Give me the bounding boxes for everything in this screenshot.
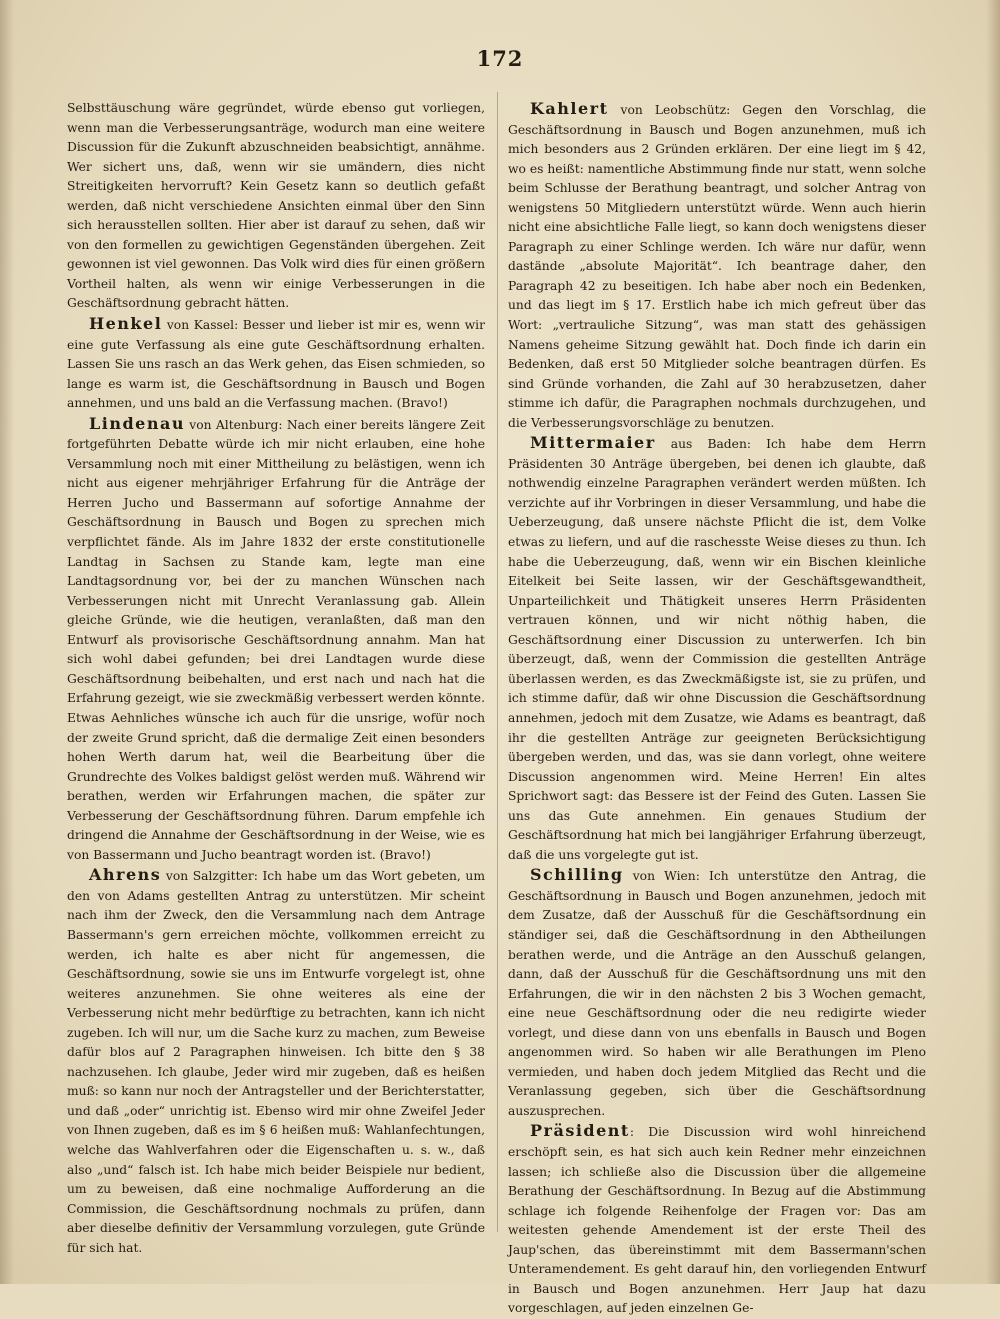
speech-text: von Wien: Ich unterstütze den Antrag, die Geschäftsordnung in Bausch und Bogen anzunehmen, jedoch mit dem Zusatze, daß der Ausschuß für die Geschäftsordnung ein ständiger sei, daß die Geschäftsordnung in den Abtheilungen berathen werde, und die Anträge an den Ausschuß gelangen, dann, daß der Ausschuß für die Geschäftsordnung uns mit den Erfahrungen, die wir in den nächsten 2 bis 3 Wochen gemacht, eine neue Geschäftsordnung oder die neu redigirte wieder vorlegt, und diese dann von uns ebenfalls in Bausch und Bogen angenommen wird. So haben wir alle Berathungen im Pleno vermieden, und haben doch jedem Mitglied das Recht und die Veranlassung gegeben, sich über die Geschäftsordnung auszusprechen. bbox=[508, 869, 926, 1118]
page-edge-shadow-right bbox=[986, 0, 1000, 1284]
page-number: 172 bbox=[476, 46, 524, 71]
speaker-name: Lindenau bbox=[89, 413, 185, 433]
paragraph-text: Selbsttäuschung wäre gegründet, würde ebenso gut vorliegen, wenn man die Verbesserungsanträge, wodurch man eine weitere Discussion für die Zukunft abzuschneiden beabsichtigt, annähme. Wer sichert uns, daß, wenn wir sie umändern, dies nicht Streitigkeiten hervorruft? Kein Gesetz kann so deutlich gefaßt werden, daß nicht verschiedene Ansichten einmal über den Sinn sich herausstellen sollten. Hier aber ist darauf zu sehen, daß wir von den formellen zu gewichtigen Gegenständen übergehen. Zeit gewonnen ist viel gewonnen. Das Volk wird dies für einen größern Vortheil halten, als wenn wir einige Verbesserungen in die Geschäftsordnung gebracht hätten. bbox=[67, 101, 485, 311]
speech-text: aus Baden: Ich habe dem Herrn Präsidenten 30 Anträge übergeben, bei denen ich glaubte, daß nothwendig einzelne Paragraphen verändert werden müßten. Ich verzichte auf ihr Vorbringen in dieser Versammlung, und habe die Ueberzeugung, daß unsere nächste Pflicht die ist, dem Volke etwas zu liefern, und auf die raschesste Weise dieses zu thun. Ich habe die Ueberzeugung, daß, wenn wir ein Bischen kleinliche Eitelkeit bei Seite lassen, wir der Geschäftsgewandtheit, Unparteilichkeit und Thätigkeit unseres Herrn Präsidenten vertrauen können, und wir nicht nöthig haben, die Geschäftsordnung einer Discussion zu unterwerfen. Ich bin überzeugt, daß, wenn der Commission die gestellten Anträge überlassen werden, es das Zweckmäßigste ist, sie zu prüfen, und ich stimme dafür, daß wir ohne Discussion die Geschäftsordnung annehmen, jedoch mit dem Zusatze, wie Adams es beantragt, daß ihr die gestellten Anträge zur geeigneten Berücksichtigung übergeben werden, und das, was sie dann vorlegt, ohne weitere Discussion angenommen wird. Meine Herren! Ein altes Sprichwort sagt: das Bessere ist der Feind des Guten. Lassen Sie uns das Gute annehmen. Ein genaues Studium der Geschäftsordnung hat mich bei langjähriger Erfahrung überzeugt, daß die uns vorgelegte gut ist. bbox=[508, 437, 926, 862]
speech-text: von Salzgitter: Ich habe um das Wort gebeten, um den von Adams gestellten Antrag zu unterstützen. Mir scheint nach ihm der Zweck, den die Versammlung nach dem Antrage Bassermann's gern erreichen möchte, vollkommen erreicht zu werden, ich halte es aber nicht für angemessen, die Geschäftsordnung, sowie sie uns im Entwurfe vorgelegt ist, ohne weiteres anzunehmen. Sie ohne weiteres als eine der Verbesserung nicht mehr bedürftige zu betrachten, kann ich nicht zugeben. Ich will nur, um die Sache kurz zu machen, zum Beweise dafür blos auf 2 Paragraphen hinweisen. Ich bitte den § 38 nachzusehen. Ich glaube, Jeder wird mir zugeben, daß es heißen muß: so kann nur noch der Antragsteller und der Berichterstatter, und daß „oder“ unrichtig ist. Ebenso wird mir ohne Zweifel Jeder von Ihnen zugeben, daß es im § 6 heißen muß: Wahlanfechtungen, welche das Wahlverfahren oder die Eigenschaften u. s. w., daß also „und“ falsch ist. Ich habe mich beider Beispiele nur bedient, um zu beweisen, daß eine nochmalige Aufforderung an die Commission, die Geschäftsordnung nochmals zu prüfen, dann aber dieselbe definitiv der Versammlung vorzulegen, gute Gründe für sich hat. bbox=[67, 869, 485, 1255]
speech-paragraph bbox=[508, 865, 926, 1121]
speech-paragraph bbox=[508, 1121, 926, 1318]
speaker-name: Kahlert bbox=[530, 99, 609, 118]
speech-paragraph bbox=[508, 99, 926, 433]
paragraph bbox=[67, 99, 485, 314]
speaker-name: Henkel bbox=[89, 314, 163, 334]
speaker-name: Mittermaier bbox=[530, 433, 656, 453]
speech-text: : Die Discussion wird wohl hinreichend erschöpft sein, es hat sich auch kein Redner mehr einzeichnen lassen; ich schließe also die Discussion über die allgemeine Berathung der Geschäftsordnung. In Bezug auf die Abstimmung schlage ich folgende Reihenfolge der Fragen vor: Das am weitesten gehende Amendement ist der erste Theil des Jaup'schen, das übereinstimmt mit dem Bassermann'schen Unteramendement. Es geht darauf hin, den vorliegenden Entwurf in Bausch und Bogen anzunehmen. Herr Jaup hat dazu vorgeschlagen, auf jeden einzelnen Ge- bbox=[508, 1125, 926, 1316]
column-divider bbox=[497, 92, 498, 1232]
speech-paragraph bbox=[67, 865, 485, 1258]
right-column bbox=[508, 99, 926, 1319]
speaker-name: Präsident bbox=[530, 1121, 630, 1141]
speech-paragraph bbox=[67, 414, 485, 866]
speech-text: von Leobschütz: Gegen den Vorschlag, die Geschäftsordnung in Bausch und Bogen anzunehmen, muß ich mich besonders aus 2 Gründen erklären. Der eine liegt im § 42, wo es heißt: namentliche Abstimmung finde nur statt, wenn solche beim Schlusse der Berathung beantragt, und solcher Antrag von wenigstens 50 Mitgliedern unterstützt würde. Wenn auch hierin nicht eine absichtliche Falle liegt, so kann doch wenigstens dieser Paragraph zu einer Schlinge werden. Ich wäre nur dafür, wenn dastände „absolute Majorität“. Ich beantrage daher, den Paragraph 42 zu beseitigen. Ich habe aber noch ein Bedenken, und das liegt im § 17. Erstlich habe ich mich gefreut über das Wort: „vertrauliche Sitzung“, was man statt des gehässigen Namens geheime Sitzung gewählt hat. Doch finde ich darin ein Bedenken, daß erst 50 Mitglieder solche beantragen dürfen. Es sind Gründe vorhanden, die Zahl auf 30 herabzusetzen, daher stimme ich dafür, die Paragraphen nochmals durchzugehen, und die Verbesserungsvorschläge zu benutzen. bbox=[508, 103, 926, 430]
speech-text: von Kassel: Besser und lieber ist mir es, wenn wir eine gute Verfassung als eine gute Geschäftsordnung erhalten. Lassen Sie uns rasch an das Werk gehen, das Eisen schmieden, so lange es warm ist, die Geschäftsordnung in Bausch und Bogen annehmen, und uns bald an die Verfassung machen. (Bravo!) bbox=[67, 318, 485, 411]
speaker-name: Ahrens bbox=[89, 865, 162, 885]
speech-paragraph bbox=[67, 314, 485, 414]
page-edge-shadow-left bbox=[0, 0, 14, 1284]
speech-text: von Altenburg: Nach einer bereits längere Zeit fortgeführten Debatte würde ich mir nicht erlauben, eine hohe Versammlung noch mit einer Mittheilung zu belästigen, wenn ich nicht aus eigener mehrjähriger Erfahrung für die Anträge der Herren Jucho und Bassermann auf sofortige Annahme der Geschäftsordnung in Bausch und Bogen zu sprechen mich verpflichtet fände. Als im Jahre 1832 der erste constitutionelle Landtag in Sachsen zu Stande kam, legte man eine Landtagsordnung vor, bei der zu manchen Wünschen nach Verbesserungen nicht mit Unrecht Veranlassung gab. Allein gleiche Gründe, wie die heutigen, veranlaßten, daß man den Entwurf als provisorische Geschäftsordnung annahm. Man hat sich wohl dabei gefunden; bei drei Landtagen wurde diese Geschäftsordnung beibehalten, und erst nach und nach hat die Erfahrung gezeigt, wie sie zweckmäßig verbessert werden könnte. Etwas Aehnliches wünsche ich auch für die unsrige, wofür noch der zweite Grund spricht, daß die dermalige Zeit einen besonders hohen Werth darum hat, weil die Bearbeitung über die Grundrechte des Volkes baldigst gelöst werden muß. Während wir berathen, werden wir Erfahrungen machen, die später zur Verbesserung der Geschäftsordnung führen. Darum empfehle ich dringend die Annahme der Geschäftsordnung in der Weise, wie es von Bassermann und Jucho beantragt worden ist. (Bravo!) bbox=[67, 417, 485, 862]
left-column bbox=[67, 99, 485, 1258]
speaker-name: Schilling bbox=[530, 865, 624, 885]
speech-paragraph bbox=[508, 433, 926, 865]
